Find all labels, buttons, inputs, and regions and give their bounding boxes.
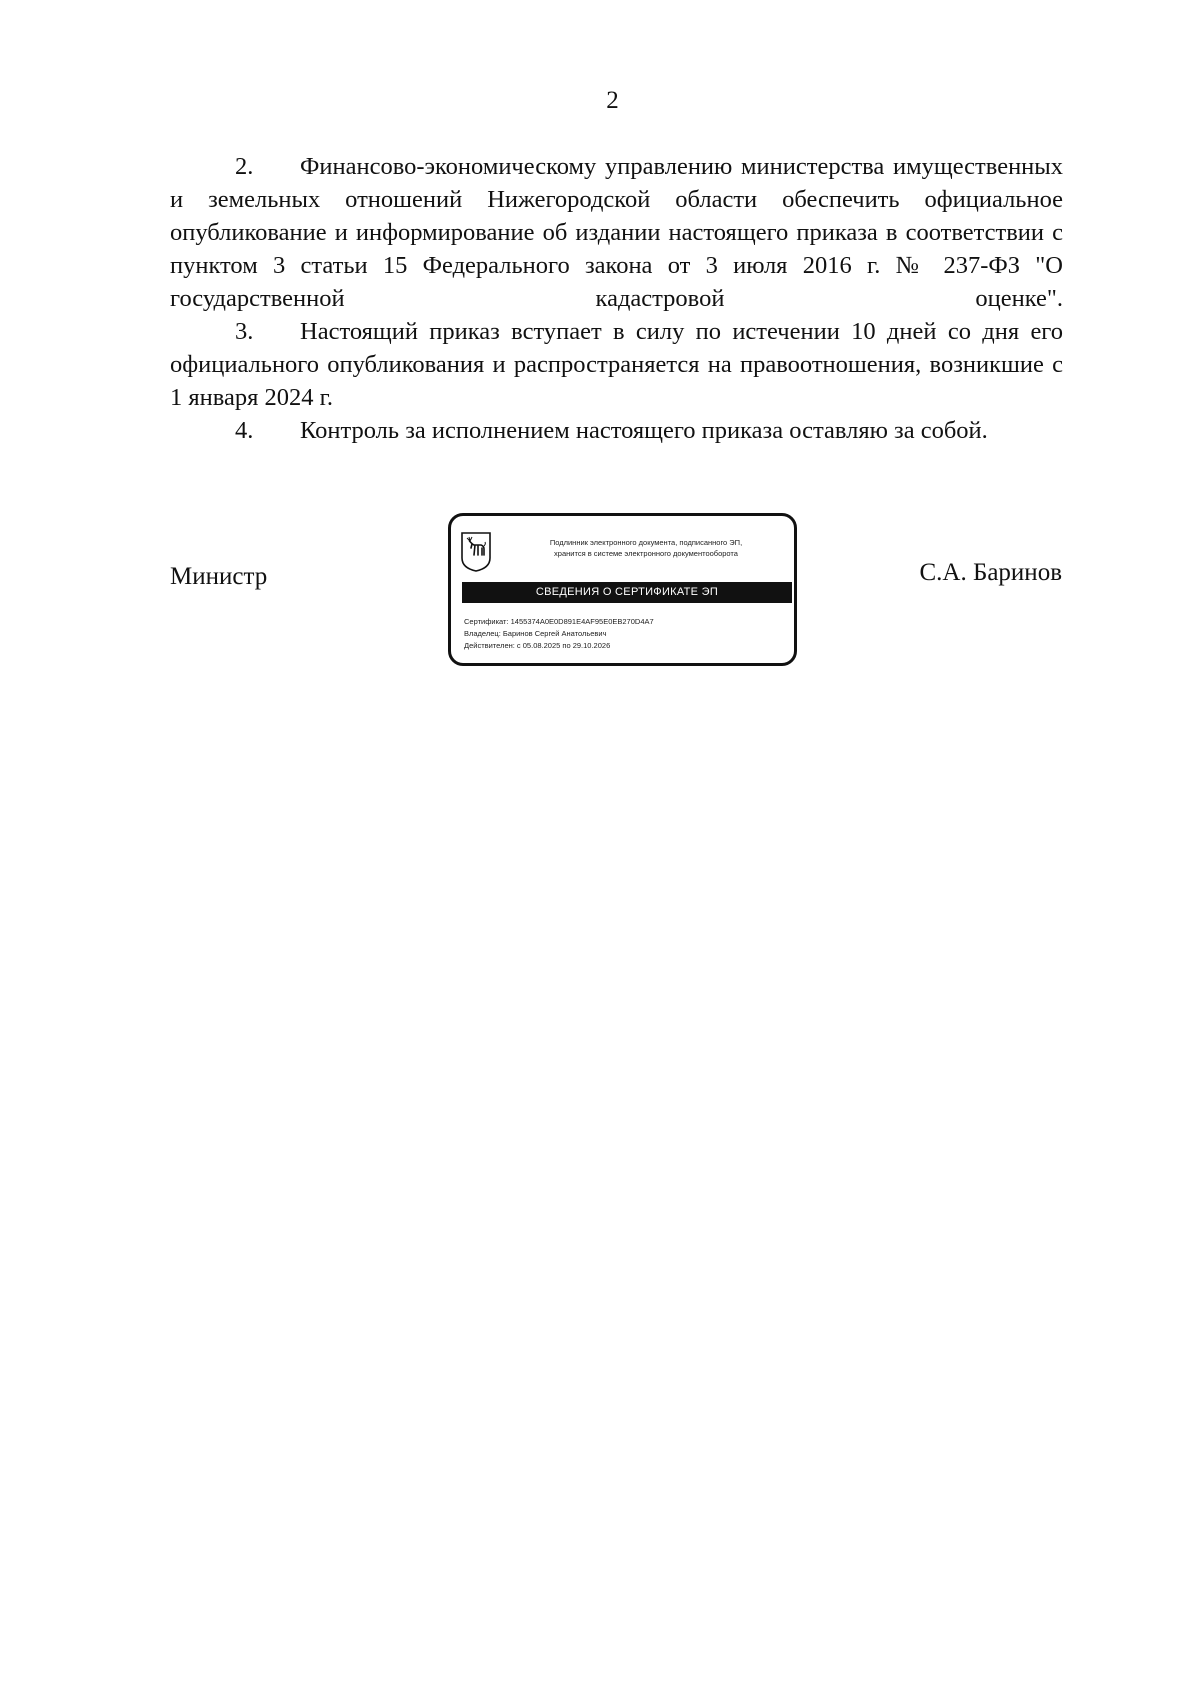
certificate-number: Сертификат: 1455374A0E0D891E4AF95E0EB270D4A7 (464, 617, 654, 626)
text-line: приказа в соответствии с пунктом 3 статьи 15 Федерального закона от 3 июля (170, 219, 1063, 279)
certificate-details (464, 616, 654, 652)
signature-block (0, 513, 1200, 673)
paragraph-number: 2. (235, 153, 254, 180)
text-line: 2016 г. № 237-ФЗ "О государственной кадастровой оценке". (170, 252, 1063, 312)
paragraph-number: 3. (235, 318, 254, 345)
text-line: возникшие с 1 января 2024 г. (170, 351, 1063, 411)
electronic-signature-stamp (448, 513, 797, 666)
text-line: Финансово-экономическому управлению министерства (300, 153, 885, 180)
certificate-owner: Владелец: Баринов Сергей Анатольевич (464, 629, 607, 638)
paragraph-number: 4. (235, 417, 254, 444)
certificate-validity: Действителен: с 05.08.2025 по 29.10.2026 (464, 641, 611, 650)
page-number: 2 (606, 87, 619, 114)
text-line: имущественных и земельных отношений Нижегородской области обеспечить (170, 153, 1063, 213)
stamp-header (503, 537, 789, 559)
text-line: Контроль за исполнением настоящего приказа оставляю за собой. (300, 417, 988, 444)
paragraph-2 (170, 150, 1063, 315)
document-body (170, 150, 1063, 447)
signer-name: С.А. Баринов (919, 559, 1062, 586)
stamp-header-line: Подлинник электронного документа, подписанного ЭП, (549, 538, 743, 547)
paragraph-3 (170, 315, 1063, 414)
paragraph-4 (170, 414, 1063, 447)
deer-emblem-icon (461, 532, 491, 572)
signer-position: Министр (170, 563, 268, 590)
text-line: официальное опубликование и информирование об издании настоящего (170, 186, 1063, 246)
stamp-header-line: хранится в системе электронного документооборота (554, 549, 738, 558)
certificate-info-banner: СВЕДЕНИЯ О СЕРТИФИКАТЕ ЭП (462, 582, 792, 603)
text-line: Настоящий приказ вступает в силу по истечении 10 дней со дня (300, 318, 1020, 345)
text-line: его официального опубликования и распространяется на правоотношения, (170, 318, 1064, 378)
